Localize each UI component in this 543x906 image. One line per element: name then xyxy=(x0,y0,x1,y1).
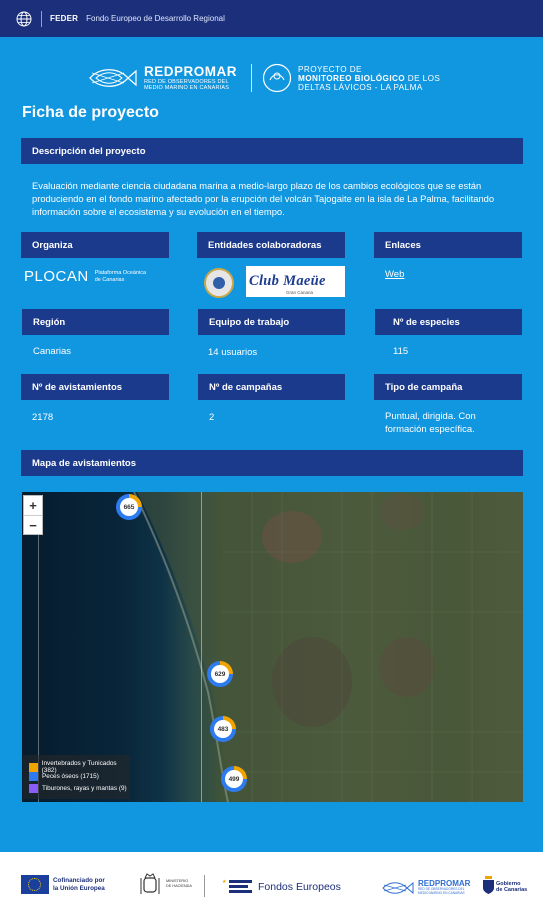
divider xyxy=(204,875,205,897)
campanas-header: Nº de campañas xyxy=(198,374,345,400)
divider xyxy=(251,64,252,92)
redpromar-logo[interactable] xyxy=(88,65,237,92)
eu-text-1: Cofinanciado por xyxy=(53,877,105,884)
gobierno-2: de Canarias xyxy=(496,887,528,894)
sightings-cluster-marker[interactable] xyxy=(210,716,236,742)
campanas-value: 2 xyxy=(209,412,215,423)
equipo-value: 14 usuarios xyxy=(208,347,258,358)
gobierno-1: Gobierno xyxy=(496,881,521,887)
enlaces-header: Enlaces xyxy=(374,232,522,258)
legend-swatch xyxy=(29,772,38,781)
ministerio-label xyxy=(166,879,192,888)
plocan-logo[interactable] xyxy=(24,268,146,285)
cluster-count: 665 xyxy=(120,498,138,516)
tipo-value-line-1: Puntual, dirigida. Con xyxy=(385,411,476,422)
tipo-value-line-2: formación específica. xyxy=(385,424,475,435)
project-line-2b: DE LOS xyxy=(405,73,441,83)
plocan-sub-1: Plataforma Oceánica xyxy=(94,270,147,276)
footer-brand-name: REDPROMAR xyxy=(418,879,471,889)
project-line-3: DELTAS LÁVICOS - LA PALMA xyxy=(298,82,423,92)
map-grid-line xyxy=(201,492,202,802)
club-logo[interactable] xyxy=(246,266,345,297)
redpromar-footer-logo[interactable] xyxy=(382,879,477,897)
brand-header xyxy=(88,60,468,96)
cluster-count: 629 xyxy=(211,665,229,683)
ministerio-2: DE HACIENDA xyxy=(166,883,192,888)
cluster-count: 483 xyxy=(214,720,232,738)
fondos-europeos-icon xyxy=(222,877,252,895)
sightings-cluster-marker[interactable] xyxy=(221,766,247,792)
footer-brand-sub-2: MEDIO MARINO EN CANARIAS xyxy=(418,891,465,895)
brand-tagline-1: RED DE OBSERVADORES DEL xyxy=(144,78,229,85)
avistamientos-value: 2178 xyxy=(32,412,54,423)
gobierno-label xyxy=(496,881,527,894)
entidades-header: Entidades colaboradoras xyxy=(197,232,345,258)
project-name xyxy=(298,65,440,92)
especies-header: Nº de especies xyxy=(375,309,522,335)
club-sub: Gran Canaria xyxy=(286,290,314,295)
legend-swatch xyxy=(29,763,38,772)
description-header: Descripción del proyecto xyxy=(21,138,523,164)
region-header: Región xyxy=(22,309,169,335)
legend-label: Peces óseos (1715) xyxy=(42,773,99,780)
equipo-header: Equipo de trabajo xyxy=(198,309,345,335)
feder-label: FEDER xyxy=(50,14,79,23)
plocan-wordmark: PLOCAN xyxy=(24,268,89,285)
map-header: Mapa de avistamientos xyxy=(21,450,523,476)
page-title: Ficha de proyecto xyxy=(22,104,159,121)
web-link[interactable]: Web xyxy=(385,269,405,280)
legend-swatch xyxy=(29,784,38,793)
divider xyxy=(41,11,42,27)
sightings-cluster-marker[interactable] xyxy=(207,661,233,687)
legend-label: Invertebrados y Tunicados (382) xyxy=(41,760,117,774)
project-logo-icon xyxy=(262,63,292,93)
eu-flag-icon xyxy=(21,875,49,894)
description-text: Evaluación mediante ciencia ciudadana marina a medio-largo plazo de los cambios ecológicos que se están produciendo en el fondo marino afectado por la erupción del volcán Tajogaite en la isla de La Palma, facilitando información sobre el ecosistema y su evolución en el tiempo. xyxy=(32,180,495,217)
footer xyxy=(0,852,543,906)
top-bar xyxy=(0,0,543,37)
map-legend xyxy=(23,755,130,799)
fondos-europeos-label: Fondos Europeos xyxy=(258,881,341,893)
project-line-1: PROYECTO DE xyxy=(298,64,362,74)
eu-cofinanced-label xyxy=(53,877,105,893)
zoom-in-button[interactable]: + xyxy=(24,496,42,516)
zoom-out-button[interactable]: − xyxy=(29,518,37,533)
footer-brand-sub-1: RED DE OBSERVADORES DEL xyxy=(418,887,465,892)
redpromar-fish-icon xyxy=(88,65,138,91)
especies-value: 115 xyxy=(393,346,409,357)
ministerio-1: MINISTERIO xyxy=(166,879,189,883)
tipo-header: Tipo de campaña xyxy=(374,374,522,400)
tipo-value xyxy=(385,410,476,436)
region-value: Canarias xyxy=(33,346,72,357)
project-line-2a: MONITOREO BIOLÓGICO xyxy=(298,73,406,83)
organiza-header: Organiza xyxy=(21,232,169,258)
brand-name: REDPROMAR xyxy=(144,63,238,79)
sightings-map[interactable] xyxy=(22,492,523,802)
avistamientos-header: Nº de avistamientos xyxy=(21,374,169,400)
collaborator-seal-logo[interactable] xyxy=(204,268,234,298)
club-name: Club Maeüe xyxy=(249,273,326,289)
sightings-cluster-marker[interactable] xyxy=(116,494,142,520)
brand-tagline-2: MEDIO MARINO EN CANARIAS xyxy=(144,85,230,91)
fund-label: Fondo Europeo de Desarrollo Regional xyxy=(86,14,225,23)
map-zoom-control xyxy=(23,495,43,535)
redpromar-fish-icon xyxy=(382,880,414,896)
plocan-sub-2: de Canarias xyxy=(94,276,125,283)
globe-icon[interactable] xyxy=(16,11,32,27)
cluster-count: 499 xyxy=(225,770,243,788)
legend-label: Tiburones, rayas y mantas (9) xyxy=(42,785,127,792)
gobierno-canarias-crest-icon xyxy=(482,876,495,895)
eu-text-2: la Unión Europea xyxy=(53,885,105,892)
svg-text:★: ★ xyxy=(222,879,227,885)
spain-crest-icon xyxy=(139,872,161,896)
